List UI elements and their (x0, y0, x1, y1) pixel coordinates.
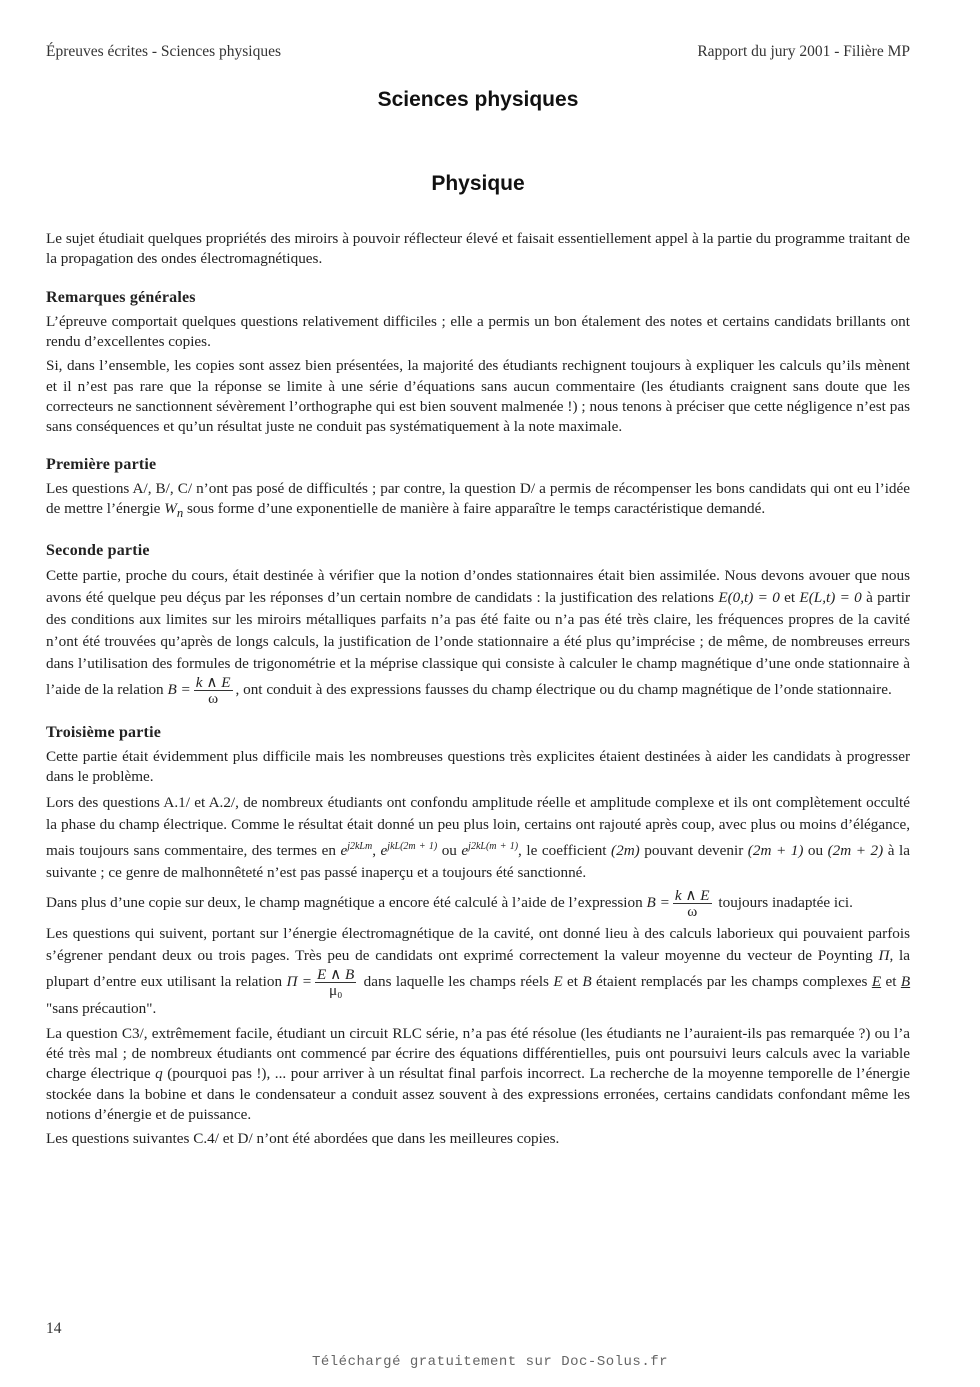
troisieme-paragraph-5: La question C3/, extrêmement facile, étudiant un circuit RLC série, n’a pas été résolue (les étudiants ne l’auraient-ils pas remarquée ?) ou l’a été très mal ; de nombreux étudiants ont commencé par écrire des équations différentielles, puis ont poursuivi leurs calculs avec la variable charge électrique q (pourquoi pas !), ... pour arriver à un résultat final parfois incorrect. La recherche de la moyenne temporelle de l’énergie stockée dans la bobine et dans le condensateur a conduit assez souvent à des expressions erronées, certains candidats confondant même les notions d’énergie et de puissance. (46, 1024, 911, 1124)
charge-symbol: q (155, 1065, 163, 1083)
running-header (46, 43, 910, 61)
energy-symbol: $W_n$ (164, 500, 184, 521)
poynting-fraction: $\frac{E \wedge B}{\text{μ₀}}$ (317, 965, 355, 999)
header-left: Épreuves écrites - Sciences physiques (46, 43, 282, 60)
coef-3: (2m + 2) (827, 841, 884, 859)
troisieme-paragraph-6: Les questions suivantes C.4/ et D/ n’ont été abordées que dans les meilleures copies. (46, 1130, 560, 1148)
footer-watermark: Téléchargé gratuitement sur Doc-Solus.fr (311, 1354, 669, 1370)
seconde-paragraph: Cette partie, proche du cours, était destinée à vérifier que la notion d’ondes stationnaires était bien assimilée. Nous devons avouer que nous avons été quelque peu déçus par les réponses d’un certain nombre de candidats : la justification des relations E(0,t) = 0 et E(L,t) = 0 à partir des conditions aux limites sur les miroirs métalliques parfaits n’a pas été faite ou n’a pas été très claire, les fréquences propres de la cavité n’ont été trouvées qu’après de longs calculs, la justification de l’onde stationnaire a été plus qu’imprécise ; de même, de nombreuses erreurs dans l’utilisation des formules de trigonométrie et la méprise classique qui consiste à calculer le champ magnétique d’une onde stationnaire à l’aide de la relation B = $\frac{k \wedge E}{\omega}$ , ont conduit à des expressions fausses du champ électrique ou du champ magnétique de l’onde stationnaire. (46, 566, 911, 707)
remarques-paragraph-1: L’épreuve comportait quelques questions relativement difficiles ; elle a permis un bon étalement des notes et certains candidats brillants ont rendu d’excellentes copies. (46, 312, 910, 351)
exp-term-3: $e^{j2kL(m + 1)}$ (461, 840, 519, 859)
relation-b-lhs: B = (167, 680, 191, 698)
troisieme-paragraph-4: Les questions qui suivent, portant sur l’énergie électromagnétique de la cavité, ont donné lieu à des calculs laborieux qui pouvaient parfois s’égrener pendant deux ou trois pages. Très peu de candidats ont exprimé correctement la valeur moyenne du vecteur de Poynting Π, la plupart d’entre eux utilisant la relation Π = $\frac{E \wedge B}{\text{μ₀}}$ dans laquelle les champs réels E et B étaient remplacés par les champs complexes E et B "sans précaution". (46, 924, 911, 1017)
poynting-symbol: Π (878, 946, 890, 964)
troisieme-paragraph-3: Dans plus d’une copie sur deux, le champ magnétique a encore été calculé à l’aide de l’expression B = $\frac{k \wedge E}{\omega}$ toujours inadaptée ici. (46, 886, 853, 920)
coef-1: (2m) (611, 841, 640, 859)
equation-e0: E(0,t) = 0 (718, 588, 780, 606)
troisieme-paragraph-2: Lors des questions A.1/ et A.2/, de nombreux étudiants ont confondu amplitude réelle et amplitude complexe et ils ont complètement occulté la phase du champ électrique. Comme le résultat était donné un peu plus loin, certains ont rajouté après coup, avec plus ou moins d’élégance, mais toujours sans commentaire, des termes en $e^{j2kLm}$, $e^{jkL(2m + 1)}$ ou $e^{j2kL(m + 1)}$, le coefficient (2m) pouvant devenir (2m + 1) ou (2m + 2) à la suivante ; ce genre de malhonnêteté n’est pas passé inaperçu et a toujours été sanctionné. (46, 793, 910, 881)
section-heading-troisieme: Troisième partie (46, 723, 162, 741)
exp-term-2: $e^{jkL(2m + 1)}$ (380, 840, 438, 859)
premiere-paragraph: Les questions A/, B/, C/ n’ont pas posé de difficultés ; par contre, la question D/ a permis de récompenser les bons candidats qui ont eu l’idée de mettre l’énergie $W_n$ sous forme d’une exponentielle de manière à faire apparaître le temps caractéristique demandé. (46, 479, 910, 521)
troisieme-paragraph-1: Cette partie était évidemment plus difficile mais les nombreuses questions très explicites étaient destinées à aider les candidats à progresser dans le problème. (46, 748, 910, 786)
coef-2: (2m + 1) (747, 841, 804, 859)
section-heading-premiere: Première partie (46, 455, 157, 473)
equation-el: E(L,t) = 0 (799, 588, 862, 606)
expression-b-fraction: $\frac{k \wedge E}{\omega}$ (674, 886, 710, 920)
page-number: 14 (46, 1320, 62, 1337)
section-heading-remarques: Remarques générales (46, 288, 196, 306)
page-subtitle: Physique (431, 172, 525, 195)
intro-paragraph: Le sujet étudiait quelques propriétés des miroirs à pouvoir réflecteur élevé et faisait essentiellement appel à la partie du programme traitant de la propagation des ondes électromagnétiques. (46, 230, 910, 268)
remarques-paragraph-2: Si, dans l’ensemble, les copies sont assez bien présentées, la majorité des étudiants rechignent toujours à expliquer les calculs qu’ils mènent et il n’est pas rare que la réponse se limite à une série d’équations sans aucun commentaire (les étudiants craignent sans doute que les correcteurs ne sanctionnent sévèrement l’orthographe qui est bien souvent malmenée !) ; nous tenons à préciser que cette négligence n’est pas sans conséquences et qu’un résultat juste ne conduit pas systématiquement à la note maximale. (46, 357, 910, 436)
section-heading-seconde: Seconde partie (46, 541, 150, 559)
exp-term-1: $e^{j2kLm}$ (340, 840, 373, 859)
page-title: Sciences physiques (377, 88, 579, 111)
report-body (46, 229, 910, 1154)
relation-b-fraction: $\frac{k \wedge E}{\omega}$ (195, 673, 231, 707)
header-right: Rapport du jury 2001 - Filière MP (697, 43, 910, 60)
